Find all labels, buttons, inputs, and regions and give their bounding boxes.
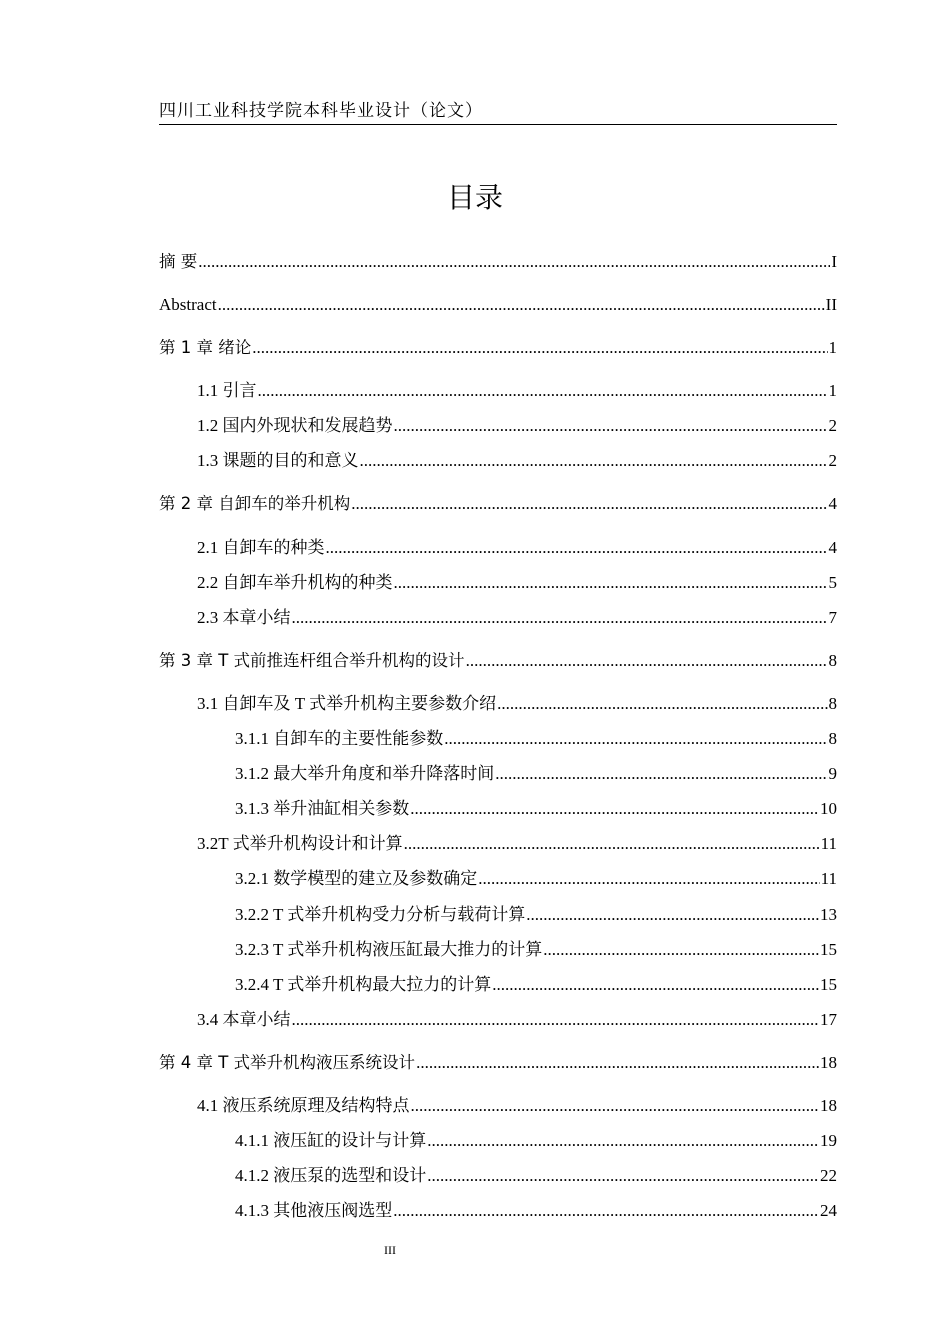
toc-entry[interactable]: [197, 414, 837, 438]
toc-entry-page: 8: [828, 651, 837, 670]
page-title: 目录: [446, 181, 503, 214]
toc-entry-label: 4.1 液压系统原理及结构特点: [197, 1096, 410, 1115]
dot-leader: [495, 762, 827, 786]
toc-entry[interactable]: [197, 832, 837, 856]
dot-leader: [360, 449, 828, 473]
toc-entry[interactable]: [235, 797, 837, 821]
toc-entry-page: 7: [828, 608, 837, 627]
toc-entry-page: 5: [828, 573, 837, 592]
toc-entry-page: 8: [828, 729, 837, 748]
dot-leader: [393, 1199, 819, 1223]
toc-entry[interactable]: [197, 536, 837, 560]
toc-entry[interactable]: [197, 449, 837, 473]
toc-entry[interactable]: [235, 762, 837, 786]
toc-entry-label: Abstract: [159, 295, 217, 314]
toc-entry[interactable]: [159, 649, 837, 673]
toc-entry-label: 3.2.1 数学模型的建立及参数确定: [235, 869, 478, 888]
dot-leader: [198, 250, 830, 274]
toc-entry-page: 4: [828, 494, 837, 513]
dot-leader: [252, 336, 827, 360]
toc-entry-page: 2: [828, 416, 837, 435]
toc-entry[interactable]: [159, 492, 837, 516]
dot-leader: [292, 606, 828, 630]
toc-entry-label: 3.1 自卸车及 T 式举升机构主要参数介绍: [197, 694, 497, 713]
toc-entry-page: 15: [820, 940, 837, 959]
toc-entry-label: 第 1 章 绪论: [159, 338, 252, 357]
dot-leader: [404, 832, 820, 856]
dot-leader: [492, 973, 819, 997]
toc-entry-label: 第 2 章 自卸车的举升机构: [159, 494, 351, 513]
toc-entry-label: 1.3 课题的目的和意义: [197, 451, 359, 470]
toc-entry-page: 4: [828, 538, 837, 557]
toc-entry[interactable]: [159, 336, 837, 360]
toc-entry-label: 4.1.3 其他液压阀选型: [235, 1201, 393, 1220]
toc-entry-page: II: [825, 295, 837, 314]
dot-leader: [444, 727, 827, 751]
dot-leader: [411, 1094, 820, 1118]
toc-entry[interactable]: [159, 250, 837, 274]
toc-entry-label: 摘 要: [159, 252, 198, 271]
toc-entry-page: 2: [828, 451, 837, 470]
dot-leader: [351, 492, 827, 516]
dot-leader: [416, 1051, 819, 1075]
toc-entry-page: 22: [820, 1166, 837, 1185]
dot-leader: [497, 692, 827, 716]
toc-entry-page: 24: [820, 1201, 837, 1220]
toc-entry-label: 3.2.4 T 式举升机构最大拉力的计算: [235, 975, 492, 994]
toc-entry[interactable]: [197, 692, 837, 716]
dot-leader: [526, 903, 819, 927]
toc-entry[interactable]: [235, 903, 837, 927]
toc-entry-label: 3.2T 式举升机构设计和计算: [197, 834, 403, 853]
dot-leader: [410, 797, 819, 821]
dot-leader: [427, 1129, 819, 1153]
dot-leader: [478, 867, 819, 891]
toc-entry-page: 1: [828, 381, 837, 400]
toc-entry[interactable]: [197, 571, 837, 595]
toc-entry-page: 13: [820, 905, 837, 924]
toc-entry[interactable]: [235, 1164, 837, 1188]
toc-entry[interactable]: [197, 1094, 837, 1118]
toc-entry-page: 11: [820, 869, 837, 888]
toc-entry[interactable]: [235, 973, 837, 997]
toc-entry[interactable]: [235, 1129, 837, 1153]
dot-leader: [394, 571, 828, 595]
dot-leader: [466, 649, 828, 673]
toc-entry-page: 15: [820, 975, 837, 994]
dot-leader: [258, 379, 828, 403]
toc-entry-label: 2.3 本章小结: [197, 608, 291, 627]
toc-entry-page: 1: [828, 338, 837, 357]
toc-entry-label: 3.1.1 自卸车的主要性能参数: [235, 729, 444, 748]
toc-entry-label: 3.4 本章小结: [197, 1010, 291, 1029]
toc-entry-label: 3.1.3 举升油缸相关参数: [235, 799, 410, 818]
toc-entry-label: 3.2.2 T 式举升机构受力分析与载荷计算: [235, 905, 526, 924]
toc-entry-label: 1.2 国内外现状和发展趋势: [197, 416, 393, 435]
toc-entry-page: 9: [828, 764, 837, 783]
toc-entry-label: 第 4 章 T 式举升机构液压系统设计: [159, 1053, 416, 1072]
dot-leader: [292, 1008, 820, 1032]
toc-entry[interactable]: [197, 606, 837, 630]
toc-entry[interactable]: [235, 727, 837, 751]
toc-entry-label: 2.1 自卸车的种类: [197, 538, 325, 557]
toc-entry-page: 19: [820, 1131, 837, 1150]
dot-leader: [543, 938, 819, 962]
toc-entry-label: 3.1.2 最大举升角度和举升降落时间: [235, 764, 495, 783]
toc-entry[interactable]: [159, 1051, 837, 1075]
dot-leader: [326, 536, 828, 560]
toc-entry-page: 11: [820, 834, 837, 853]
dot-leader: [427, 1164, 819, 1188]
toc-entry[interactable]: [159, 293, 837, 317]
toc-entry-label: 第 3 章 T 式前推连杆组合举升机构的设计: [159, 651, 465, 670]
toc-entry-page: I: [831, 252, 837, 271]
toc-entry-label: 4.1.2 液压泵的选型和设计: [235, 1166, 427, 1185]
toc-entry-page: 8: [828, 694, 837, 713]
toc-entry-label: 3.2.3 T 式举升机构液压缸最大推力的计算: [235, 940, 543, 959]
toc-entry[interactable]: [235, 1199, 837, 1223]
toc-entry-page: 18: [820, 1053, 837, 1072]
toc-entry-label: 4.1.1 液压缸的设计与计算: [235, 1131, 427, 1150]
toc-entry[interactable]: [197, 1008, 837, 1032]
toc-entry-page: 18: [820, 1096, 837, 1115]
toc-entry-label: 1.1 引言: [197, 381, 257, 400]
page-number: III: [384, 1243, 396, 1257]
toc-entry[interactable]: [235, 867, 837, 891]
toc-entry[interactable]: [235, 938, 837, 962]
toc-entry-page: 10: [820, 799, 837, 818]
page-header: 四川工业科技学院本科毕业设计（论文）: [159, 100, 837, 125]
toc-entry[interactable]: [197, 379, 837, 403]
toc-entry-label: 2.2 自卸车举升机构的种类: [197, 573, 393, 592]
dot-leader: [394, 414, 828, 438]
toc-entry-page: 17: [820, 1010, 837, 1029]
dot-leader: [218, 293, 825, 317]
